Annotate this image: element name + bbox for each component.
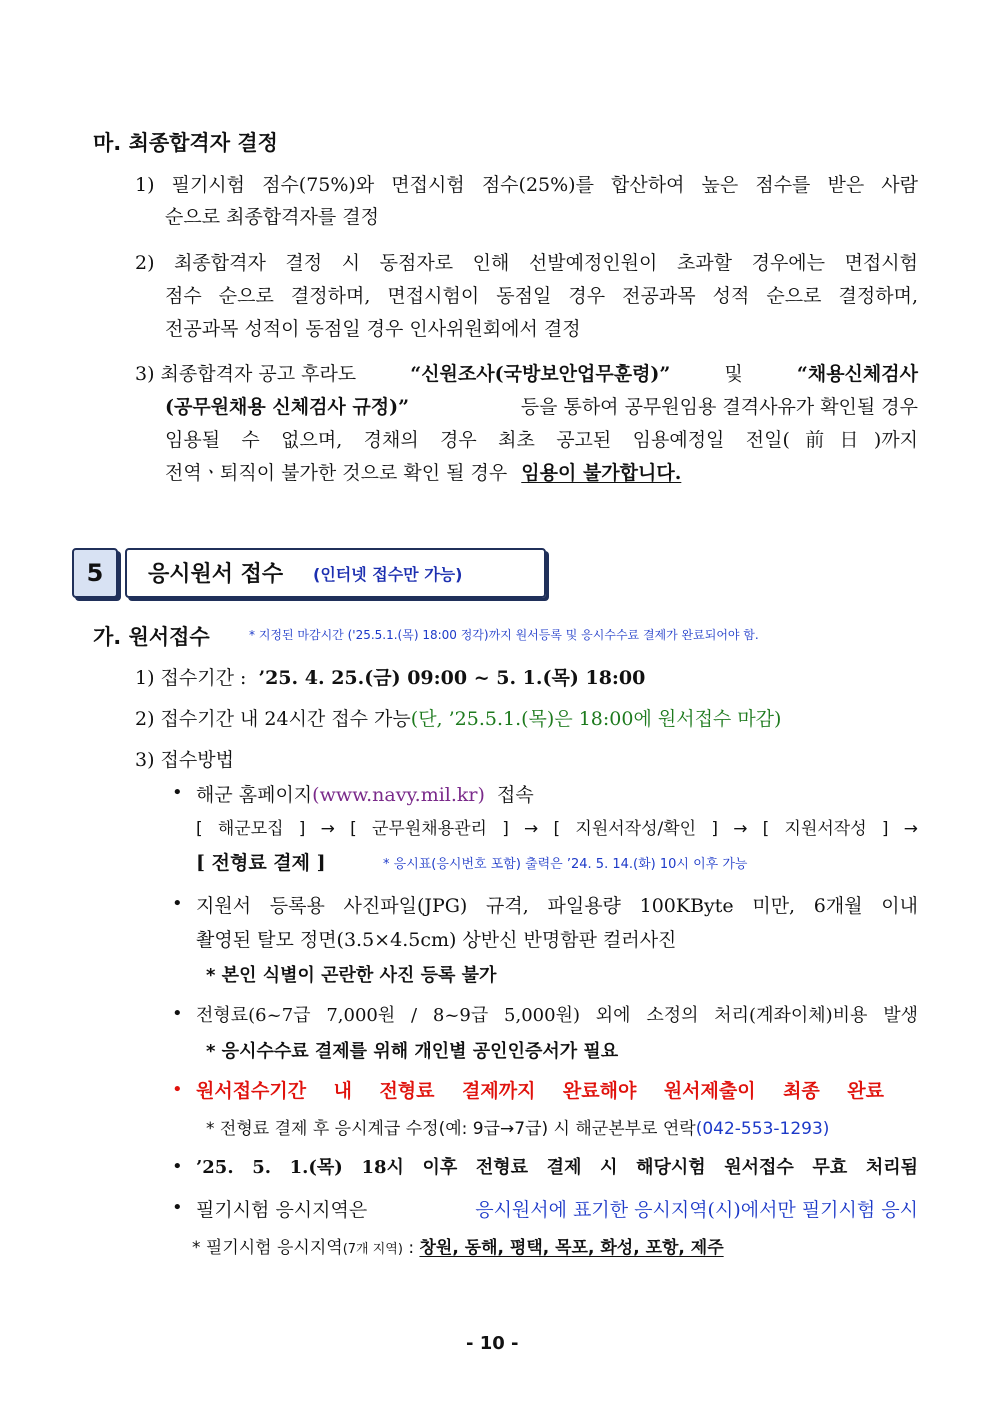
bullet-glyph: • — [172, 1003, 183, 1024]
exam-region-cities: 창원, 동해, 평택, 목포, 화성, 포항, 제주 — [419, 1238, 724, 1258]
exam-region-count: (7개 지역) — [342, 1242, 403, 1257]
ma-item-2-line-2: 점수 순으로 결정하며, 면접시험이 동점일 경우 전공과목 성적 순으로 결정하며, — [165, 285, 918, 307]
ga-item-3: 3) 접수방법 — [135, 749, 234, 771]
exam-region-colon: : — [408, 1238, 415, 1258]
fee-info: 전형료(6~7급 7,000원 / 8~9급 5,000원) 외에 소정의 처리(계좌이체)비용 발생 — [196, 1005, 918, 1026]
homepage-access: 접속 — [496, 784, 534, 806]
ma-item-3-regulation: (공무원채용 신체검사 규정)” — [165, 396, 410, 418]
certificate-note: * 응시수수료 결제를 위해 개인별 공인인증서가 필요 — [206, 1041, 619, 1062]
page-number: - 10 - — [466, 1333, 519, 1354]
ma-item-3-line-4 — [165, 458, 681, 485]
ma-item-3-security-check: “신원조사(국방보안업무훈령)” — [410, 363, 671, 385]
homepage-url[interactable]: (www.navy.mil.kr) — [312, 784, 485, 806]
section-title: 응시원서 접수 — [148, 562, 284, 587]
ma-item-3-physical-exam: “채용신체검사 — [796, 363, 918, 385]
exam-region-list — [192, 1233, 724, 1258]
period-label: 1) 접수기간 : — [135, 667, 247, 689]
ma-item-3-line-1 — [135, 359, 918, 386]
photo-spec-line-1: 지원서 등록용 사진파일(JPG) 규격, 파일용량 100KByte 미만, 6개월 이내 — [196, 895, 918, 917]
bullet-homepage — [196, 780, 534, 807]
deadline-note: * 지정된 마감시간 ('25.5.1.(목) 18:00 정각)까지 원서등록 및 응시수수료 결제가 완료되어야 함. — [249, 628, 759, 642]
homepage-label: 해군 홈페이지 — [196, 784, 313, 806]
bullet-glyph: • — [172, 1197, 183, 1218]
ma-item-3-text-2: 등을 통하여 공무원임용 결격사유가 확인될 경우 — [520, 396, 918, 418]
ma-item-3-and: 및 — [724, 363, 743, 385]
section-ma-heading: 마. 최종합격자 결정 — [93, 131, 278, 155]
photo-note: * 본인 식별이 곤란한 사진 등록 불가 — [206, 965, 497, 986]
bullet-glyph: • — [172, 1156, 183, 1177]
ma-item-3-line-3: 임용될 수 없으며, 경채의 경우 최초 공고된 임용예정일 전일(前日)까지 — [165, 429, 918, 451]
navy-hq-phone: (042-553-1293) — [695, 1119, 830, 1139]
exam-region-rule: 응시원서에 표기한 응시지역(시)에서만 필기시험 응시 — [475, 1199, 918, 1221]
menu-path: [ 해군모집 ] → [ 군무원채용관리 ] → [ 지원서작성/확인 ] → [ 지원서작성 ] → — [196, 819, 918, 839]
bullet-glyph: • — [172, 1079, 183, 1100]
late-payment-warning: ’25. 5. 1.(목) 18시 이후 전형료 결제 시 해당시험 원서접수 무효 처리됨 — [196, 1157, 918, 1178]
ga-item-2 — [135, 704, 781, 731]
ma-item-1-line-1: 1) 필기시험 점수(75%)와 면접시험 점수(25%)를 합산하여 높은 점수를 받은 사람 — [135, 174, 918, 196]
bullet-glyph: • — [172, 782, 183, 803]
period-value: ’25. 4. 25.(금) 09:00 ~ 5. 1.(목) 18:00 — [258, 667, 646, 689]
ga-item-1 — [135, 663, 645, 690]
exam-region-info — [196, 1195, 918, 1222]
payment-complete-warning: 원서접수기간 내 전형료 결제까지 완료해야 원서제출이 최종 완료 — [196, 1080, 884, 1102]
section-subtitle: (인터넷 접수만 가능) — [313, 565, 463, 584]
grade-change-text: * 전형료 결제 후 응시계급 수정(예: 9급→7급) 시 해군본부로 연락 — [206, 1119, 696, 1139]
ma-item-2-line-3: 전공과목 성적이 동점일 경우 인사위원회에서 결정 — [165, 318, 581, 340]
section-number-badge: 5 — [72, 548, 118, 598]
ma-item-1-line-2: 순으로 최종합격자를 결정 — [165, 206, 379, 228]
bullet-glyph: • — [172, 893, 183, 914]
ticket-print-note: * 응시표(응시번호 포함) 출력은 ’24. 5. 14.(화) 10시 이후 가능 — [383, 857, 748, 872]
ma-item-3-text-4: 전역ㆍ퇴직이 불가한 것으로 확인 될 경우 — [165, 462, 508, 484]
ma-item-2-line-1: 2) 최종합격자 결정 시 동점자로 인해 선발예정인원이 초과할 경우에는 면접시험 — [135, 252, 918, 274]
24h-exception: (단, ’25.5.1.(목)은 18:00에 원서접수 마감) — [410, 708, 782, 730]
exam-region-list-label: * 필기시험 응시지역 — [192, 1238, 343, 1258]
24h-text: 2) 접수기간 내 24시간 접수 가능 — [135, 708, 411, 730]
ma-item-3-conclusion: 임용이 불가합니다. — [521, 462, 682, 484]
section-ga-heading: 가. 원서접수 — [93, 625, 210, 649]
exam-region-label: 필기시험 응시지역은 — [196, 1199, 368, 1221]
photo-spec-line-2: 촬영된 탈모 정면(3.5×4.5cm) 상반신 반명함판 컬러사진 — [196, 929, 677, 951]
ma-item-3-text: 3) 최종합격자 공고 후라도 — [135, 363, 357, 385]
menu-path-payment: [ 전형료 결제 ] — [196, 852, 326, 874]
grade-change-note — [206, 1114, 829, 1139]
ma-item-3-line-2 — [165, 392, 918, 419]
